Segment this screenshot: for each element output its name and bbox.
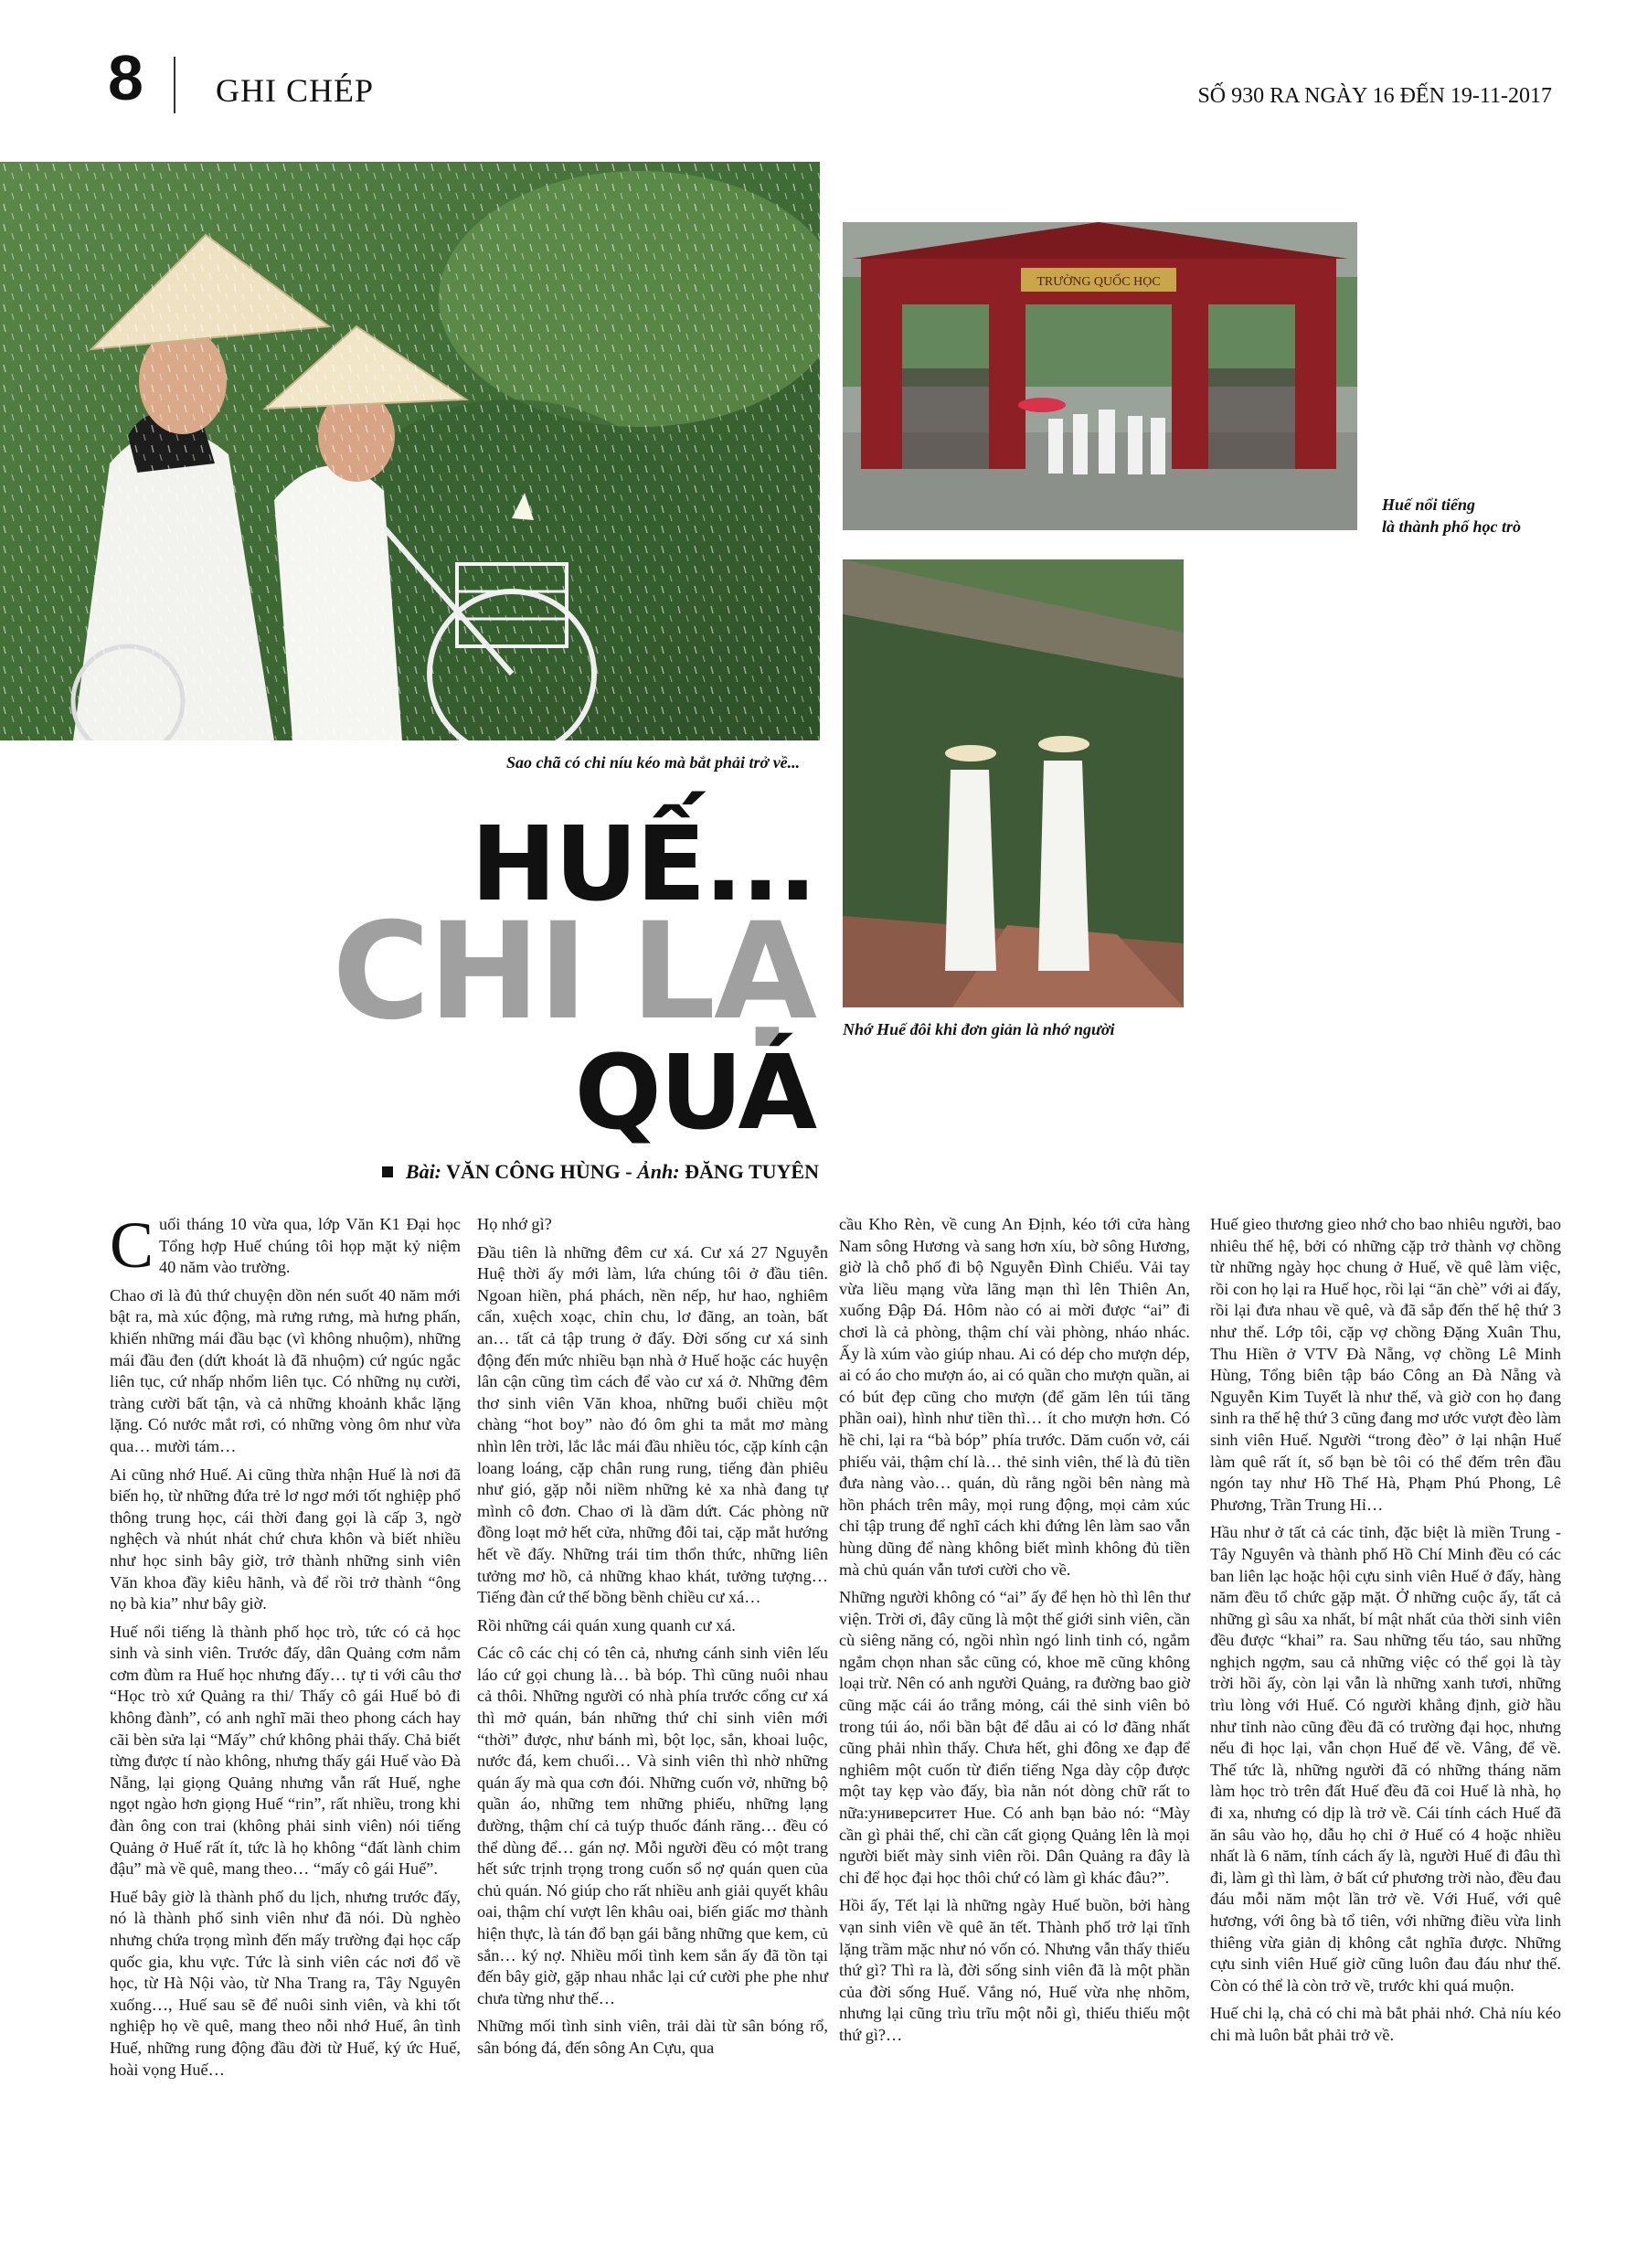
issue-info: SỐ 930 RA NGÀY 16 ĐẾN 19-11-2017 — [1197, 84, 1552, 108]
article-column-3 — [839, 1214, 1190, 2053]
article-paragraph: Những người không có “ai” ấy để hẹn hò thì lên thư viện. Trời ơi, đây cũng là một thế giới sinh viên, cần cù siêng năng có, ngồi nhìn ngó linh tinh có, ngắm ngắm chọn nhan sắc cũng có, khoe mẽ cũng không loại trừ. Nên có anh người Quảng, ra đường bao giờ cũng mặc cái áo trắng mỏng, cái thẻ sinh viên bỏ trong túi áo, nổi bần bật để dẫu ai có lơ đãng nhất cũng phải nhìn thấy. Chưa hết, ghi đông xe đạp để nghiêm một cuốn từ điển tiếng Nga dày cộp được một tay kẹp vào đấy, bìa nằn nót dòng chữ rất to nữa:университет Hue. Có anh bạn bảo nó: “Mày cần gì phải thế, chỉ cần cất giọng Quảng lên là mọi người biết mày sinh viên rồi. Dân Quảng ra đây là chỉ để học đại học thôi chứ có làm gì khác đâu?”. — [839, 1588, 1190, 1887]
article-paragraph: Hầu như ở tất cả các tỉnh, đặc biệt là miền Trung - Tây Nguyên và thành phố Hồ Chí Minh đều có các ban liên lạc hoặc hội cựu sinh viên Huế ở đấy, hàng năm đều tổ chức gặp mặt. Ở những cuộc ấy, tất cả những gì sâu xa nhất, bí mật nhất của thời sinh viên đều được “khai” ra. Sau những tếu táo, sau những nghịch ngợm, sau cả những việc có thể gọi là tày trời hồi ấy, còn lại vẫn là những xanh tươi, những trìu lòng với Huế. Có người khẳng định, giờ hầu như tỉnh nào cũng đều đã có trường đại học, nhưng nếu đi học lại, vẫn chọn Huế để về. Vâng, để về. Thế tức là, những người đã có những tháng năm làm học trò trên đất Huế đều đã coi Huế là nhà, họ đi xa, nhưng có dịp là trở về. Cái tính cách Huế đã ăn sâu vào họ, dẫu họ chỉ ở Huế có 4 hoặc nhiều nhất là 6 năm, tính cách ấy là, người Huế đi đâu thì đi, làm gì thì làm, ở bất cứ phương trời nào, đều đau đáu mỗi năm một lần trở về. Với Huế, với quê hương, với ông bà tổ tiên, với những điều vừa linh thiêng vừa giản dị không cắt nghĩa được. Những cựu sinh viên Huế giờ cũng luôn đau đáu như thế. Còn có thể là còn trở về, trước khi quá muộn. — [1210, 1523, 1561, 1995]
byline-photographer: ĐĂNG TUYÊN — [685, 1160, 819, 1183]
school-gate-photo — [843, 222, 1357, 530]
gate-photo-caption: Huế nổi tiếng là thành phố học trò — [1382, 495, 1522, 537]
byline-author: VĂN CÔNG HÙNG — [446, 1160, 621, 1183]
headline-line-3: QUÁ — [574, 1034, 815, 1153]
citadel-wall-photo — [843, 559, 1184, 1007]
article-column-2 — [477, 1214, 828, 2066]
drop-cap: C — [110, 1209, 154, 1282]
gate-sign-text: TRƯỜNG QUỐC HỌC — [1036, 275, 1161, 289]
wall-photo-caption: Nhớ Huế đôi khi đơn giản là nhớ người — [843, 1020, 1115, 1038]
article-paragraph: Rồi những cái quán xung quanh cư xá. — [477, 1615, 736, 1634]
section-label: GHI CHÉP — [216, 72, 375, 109]
main-photo-caption: Sao chã có chi níu kéo mà bắt phải trở về... — [506, 753, 801, 772]
byline-text-label: Bài: — [405, 1160, 442, 1183]
article-paragraph: Huế chi lạ, chả có chi mà bắt phải nhớ. Chả níu kéo chi mà luôn bắt phải trở về. — [1210, 2004, 1561, 2044]
article-paragraph: Những mối tình sinh viên, trải dài từ sân bóng rổ, sân bóng đá, đến sông An Cựu, qua — [477, 2017, 828, 2057]
page-number: 8 — [108, 42, 143, 113]
headline-line-2: CHI LẠ — [332, 894, 815, 1049]
article-paragraph: cầu Kho Rèn, về cung An Định, kéo tới cửa hàng Nam sông Hương và sang hơn xíu, bờ sông Hương, giờ là chỗ phố đi bộ Nguyễn Đình Chiểu. Vải tay vừa liều mạng vừa lãng mạn thì lên Thiên An, xuống Đập Đá. Hôm nào có ai mời được “ai” đi chơi là cả phòng, thậm chí vài phòng, nháo nhác. Ấy là xúm vào giúp nhau. Ai có dép cho mượn dép, ai có áo cho mượn áo, ai có quần cho mượn quần, ai có bút đẹp cũng cho mượn (để găm lên túi tăng phần oai), hình như tiền thì… ít cho mượn hơn. Có hề chi, lại ra “bà bóp” phía trước. Dăm cuốn vở, cái phiếu vải, thậm chí là… thẻ sinh viên, thế là đủ tiền đưa nàng vào… quán, dù rằng ngồi bên nàng mà hồn phách trên mây, mọi rung động, mọi cảm xúc chỉ tập trung để nghĩ cách khi đứng lên làm sao vẫn hùng dũng để nàng không biết mình không đủ tiền mà chủ quán vẫn tươi cười cho về. — [839, 1215, 1190, 1579]
article-column-4 — [1210, 1214, 1561, 2053]
article-paragraph: Chao ơi là đủ thứ chuyện dồn nén suốt 40 năm mới bật ra, mà xúc động, mà rưng rưng, mà hưng phấn, khiến những mái đầu bạc (vì không nhuộm), những mái đầu đen (dứt khoát là đã nhuộm) cứ ngúc ngắc liên tục, cứ nhấp nhổm liên tục. Có những nụ cười, tràng cười bất tận, và cả những khoảnh khắc lặng lặng. Có nước mắt rơi, có những vòng ôm như vừa qua… mười tám… — [110, 1285, 461, 1455]
article-paragraph: Họ nhớ gì? — [477, 1215, 552, 1233]
byline: Bài: VĂN CÔNG HÙNG - Ảnh: ĐĂNG TUYÊN — [382, 1160, 819, 1184]
article-paragraph: Đầu tiên là những đêm cư xá. Cư xá 27 Nguyễn Huệ thời ấy mới làm, lứa chúng tôi ở đầu tiên. Ngoan hiền, phá phách, nền nếp, hư hao, nghiêm cẩn, xuệch xoạc, chỉn chu, lơ đãng, an toàn, bất an… tất cả tập trung ở đấy. Đời sống cư xá sinh động đến mức nhiều bạn nhà ở Huế hoặc các huyện lân cận cũng tìm cách để vào cư xá ở. Những đêm thơ sinh viên Văn khoa, những buổi chiều một chàng “hot boy” nào đó ôm ghi ta mắt mơ màng nhìn lên trời, lắc lắc mái đầu nhiều tóc, cặp kính cận loang loáng, cặp chân rung rung, tiếng đàn phiêu như gió, gặp nỗi niềm những kẻ xa nhà đang tự mình cô đơn. Chao ơi là dầm dứt. Các phòng nữ đồng loạt mở hết cửa, những đôi tai, cặp mắt hướng hết về đấy. Những trái tim thổn thức, những liên tưởng mơ hồ, cả những khao khát, tưởng tượng… Tiếng đàn cứ thế bồng bềnh chiều cư xá… — [477, 1242, 828, 1607]
byline-photo-label: Ảnh: — [637, 1160, 680, 1183]
article-paragraph: Hồi ấy, Tết lại là những ngày Huế buồn, bởi hàng vạn sinh viên về quê ăn tết. Thành phố trở lại tĩnh lặng trầm mặc như nó vốn có. Nhưng vẫn thấy thiếu thứ gì? Thì ra là, đời sống sinh viên đã là một phần của đời sống Huế. Vắng nó, Huế vừa nhẹ nhõm, nhưng lại cũng trìu trĩu một nỗi gì, thiếu thiếu một thứ gì?… — [839, 1896, 1190, 2044]
article-paragraph: Huế gieo thương gieo nhớ cho bao nhiêu người, bao nhiêu thế hệ, bởi có những cặp trở thành vợ chồng từ những ngày học chung ở Huế, về quê làm việc, rồi con họ lại ra Huế học, rồi lại “ăn chè” với ai đấy, rồi lại đưa nhau về quê, và đã sắp đến thế hệ thứ 3 như thế. Lớp tôi, cặp vợ chồng Đặng Xuân Thu, Thu Hiền ở VTV Đà Nẵng, vợ chồng Lê Minh Hùng, Tổng biên tập báo Công an Đà Nẵng và Nguyễn Kim Tuyết là như thế, và giờ con họ đang sinh ra thế hệ thứ 3 cũng đang mơ ước vượt đèo làm sinh viên Huế. Người “trong đèo” ở lại nhận Huế làm quê rất ít, số bạn bè tôi có thể đếm trên đầu ngón tay như Hồ Thế Hà, Phạm Phú Phong, Lê Phương, Trần Trung Hỉ… — [1210, 1215, 1561, 1514]
article-paragraph: Ai cũng nhớ Huế. Ai cũng thừa nhận Huế là nơi đã biến họ, từ những đứa trẻ lơ ngơ mới tốt nghiệp phổ thông trung học, cái thời đang gọi là cấp 3, ngờ nghệch và nhút nhát chứ chưa khôn và biết nhiều như học sinh bây giờ, trở thành những sinh viên Văn khoa đầy kiêu hãnh, và để rồi trở thành “ông nọ bà kia” như bây giờ. — [110, 1464, 461, 1613]
article-column-1 — [110, 1209, 461, 2087]
article-paragraph: Cuối tháng 10 vừa qua, lớp Văn K1 Đại học Tổng hợp Huế chúng tôi họp mặt kỷ niệm 40 năm vào trường. — [110, 1209, 461, 1282]
main-photo — [0, 162, 820, 740]
article-paragraph: Huế bây giờ là thành phố du lịch, nhưng trước đấy, nó là thành phố sinh viên như đã nói. Dù nghèo nhưng chứa trọng mình đến mấy trường đại học cấp quốc gia, khu vực. Tức là sinh viên các nơi đổ về học, từ Hà Nội vào, từ Nha Trang ra, Tây Nguyên xuống…, Huế sau sẽ để nuôi sinh viên, và khi tốt nghiệp họ về quê, mang theo nỗi nhớ Huế, ân tình Huế, những rung động đầu đời từ Huế, ký ức Huế, hoài vọng Huế… — [110, 1887, 461, 2079]
article-paragraph: Các cô các chị có tên cả, nhưng cánh sinh viên lếu láo cứ gọi chung là… bà bóp. Thì cũng nuôi nhau cả thôi. Những người có nhà phía trước cổng cư xá thì mở quán, bán những thứ chỉ sinh viên mới “thời” được, như bánh mì, bột lọc, sắn, khoai luộc, nước đá, kem chuối… Và sinh viên thì nhờ những quán ấy mà qua cơn đói. Những cuốn vở, những bộ quần áo, những tem những phiếu, những lạng đường, thậm chí cả tuýp thuốc đánh răng… đều có thể dùng để… gán nợ. Mỗi người đều có một trang hết sức trịnh trọng trong cuốn sổ nợ quán quen của chủ quán. Nó giúp cho rất nhiều anh giải quyết khâu oai, thậm chí vượt lên khâu oai, biến giấc mơ thành hiện thực, là tán đổ bạn gái bằng những que kem, củ sắn… ký nợ. Nhiều mối tình kem sắn ấy đã tồn tại đến bây giờ, gặp nhau nhắc lại cứ cười phe phe như chưa từng như thế… — [477, 1644, 828, 2007]
article-paragraph: Huế nổi tiếng là thành phố học trò, tức có cả học sinh và sinh viên. Trước đấy, dân Quảng cơm nắm cơm đùm ra Huế học nhưng đấy… tự ti với câu thơ “Học trò xứ Quảng ra thi/ Thấy cô gái Huế bỏ đi không đành”, có anh nghĩ mãi theo phong cách hay cãi bèn sửa lại “Mấy” chứ không phải thấy. Chả biết từng được tí nào không, nhưng thấy gái Huế vào Đà Nẵng, lại giọng Quảng nhưng vẫn rất Huế, nghe ngọt ngào hơn giọng Huế “rin”, rất nhiều, trong khi đàn ông con trai (không phải sinh viên) nói tiếng Quảng ở Huế rất ít, tức là họ không “đất lành chim đậu” mà về quê, mang theo… “mấy cô gái Huế”. — [110, 1622, 461, 1879]
square-bullet-icon — [382, 1166, 393, 1177]
headline-line-1: HUẾ... — [471, 805, 815, 924]
header-divider — [174, 57, 175, 113]
